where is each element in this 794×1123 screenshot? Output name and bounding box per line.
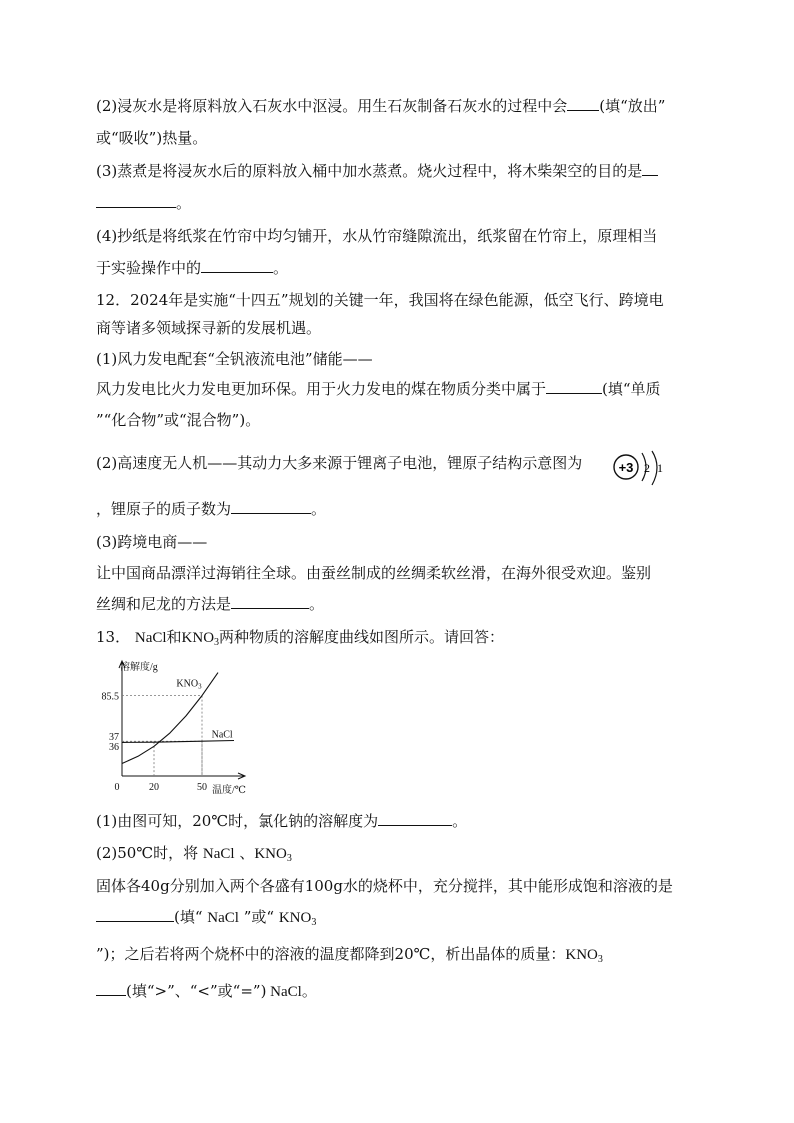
q12-part2-end: 。 (311, 500, 327, 518)
q12-part1-text-b: (填“单质 (602, 380, 661, 398)
x-tick-label: 0 (114, 782, 120, 793)
answer-blank[interactable] (201, 258, 273, 273)
answer-blank[interactable] (96, 193, 176, 208)
shell1-electrons: 2 (644, 461, 650, 475)
q13-part2-line3 (96, 907, 316, 928)
q13-part2-line5 (96, 981, 317, 1002)
q13-intro-text: 两种物质的溶解度曲线如图所示。请回答： (219, 628, 505, 646)
answer-blank[interactable] (567, 96, 599, 111)
kno3-series-label: $KNO_3$ (176, 678, 202, 691)
q12-part3-end: 。 (309, 595, 325, 613)
q11-part4-line1 (96, 226, 657, 246)
q11-part2-text: (2)浸灰水是将原料放入石灰水中沤浸。用生石灰制备石灰水的过程中会 (96, 97, 568, 115)
q13-part2-text: (2)50℃时，将 (96, 844, 203, 862)
q11-part2-line1 (96, 96, 665, 116)
nucleus-charge: +3 (618, 460, 634, 475)
q11-part3-text: (3)蒸煮是将浸灰水后的原料放入桶中加水蒸煮。烧火过程中，将木柴架空的目的是 (96, 162, 643, 180)
answer-blank[interactable] (378, 811, 452, 826)
q13-part2-text-e: ”)；之后若将两个烧杯中的溶液的温度都降到20℃，析出晶体的质量： (96, 945, 566, 963)
q12-part3-line2 (96, 594, 324, 614)
q13-part2-text-f: (填“>”、“<”或“=”) (126, 982, 267, 1000)
q13-part2-line2 (96, 876, 673, 896)
q13-part2-line1 (96, 843, 292, 864)
formula-subscript: 3 (214, 637, 220, 648)
q13-part2-text-b: 固体各40g分别加入两个各盛有100g水的烧杯中，充分搅拌，其中能形成饱和溶液的是 (96, 877, 673, 895)
q12-part1-title (96, 349, 373, 369)
q12-part1-title-text: (1)风力发电配套“全钒液流电池”储能—— (96, 350, 373, 368)
formula-kno3: KNO (181, 630, 215, 646)
q13-number: 13． (96, 628, 135, 646)
q12-part3-line1 (96, 563, 651, 583)
y-axis-label: 溶解度/g (120, 662, 158, 673)
shell2-electrons: 1 (657, 461, 663, 475)
q12-part2-text-b: ，锂原子的质子数为 (96, 500, 232, 518)
q12-part3-title-text: (3)跨境电商—— (96, 533, 208, 551)
q12-part1-text: 风力发电比火力发电更加环保。用于火力发电的煤在物质分类中属于 (96, 380, 547, 398)
q11-part2-text-b: (填“放出” (599, 97, 666, 115)
x-axis-label: 温度/℃ (212, 785, 246, 796)
q13-intro (96, 627, 504, 648)
q12-part1-text-c: ”“化合物”或“混合物”)。 (96, 411, 261, 429)
formula-subscript: 3 (597, 954, 603, 965)
q11-part4-text-b: 于实验操作中的 (96, 259, 202, 277)
q12-intro-line1 (96, 290, 664, 310)
y-tick-label: 37 (109, 732, 119, 744)
formula-nacl: NaCl (202, 846, 235, 862)
q13-part2-line4 (96, 944, 603, 965)
x-tick-label: 20 (149, 782, 159, 793)
formula-kno3: KNO (565, 947, 598, 963)
formula-subscript: 3 (311, 917, 317, 928)
q12-part3-text: 让中国商品漂洋过海销往全球。由蚕丝制成的丝绸柔软丝滑，在海外很受欢迎。鉴别 (96, 564, 652, 582)
q13-intro-and: 和 (166, 628, 182, 646)
q12-part3-text-b: 丝绸和尼龙的方法是 (96, 595, 232, 613)
answer-blank[interactable] (231, 499, 311, 514)
answer-blank[interactable] (546, 379, 602, 394)
y-tick-label: 36 (109, 742, 119, 754)
answer-blank[interactable] (96, 981, 126, 996)
q11-part3-line2 (96, 193, 191, 213)
q12-part1-line1 (96, 379, 661, 399)
q12-part2-text: (2)高速度无人机——其动力大多来源于锂离子电池，锂原子结构示意图为 (96, 454, 583, 472)
q11-part2-line2 (96, 128, 207, 148)
q13-part2-text-d: ”或“ (238, 908, 279, 926)
answer-blank[interactable] (642, 161, 658, 176)
answer-blank[interactable] (231, 594, 309, 609)
q11-part3-end: 。 (176, 194, 192, 212)
q12-part1-line2 (96, 410, 260, 430)
q11-part2-text-c: 或“吸收”)热量。 (96, 129, 208, 147)
q12-part3-title (96, 532, 207, 552)
formula-nacl: NaCl (134, 630, 167, 646)
q11-part4-end: 。 (273, 259, 289, 277)
q11-part3-line1 (96, 161, 658, 181)
q12-intro-text-b: 商等诸多领域探寻新的发展机遇。 (96, 319, 322, 337)
q12-intro-text: 12．2024年是实施“十四五”规划的关键一年，我国将在绿色能源，低空飞行、跨境电 (96, 291, 664, 309)
nacl-series-label: NaCl (211, 729, 233, 741)
q11-part4-line2 (96, 258, 288, 278)
formula-nacl: NaCl (266, 984, 302, 1000)
q13-part2-sep: 、 (234, 844, 255, 862)
y-tick-label: 85.5 (101, 691, 119, 703)
q13-part2-end: 。 (301, 982, 317, 1000)
kno3-curve (122, 673, 218, 764)
q12-intro-line2 (96, 318, 321, 338)
formula-nacl: NaCl (207, 910, 239, 926)
formula-kno3: KNO (278, 910, 312, 926)
q12-part2-line1 (96, 453, 582, 473)
q13-part1 (96, 811, 467, 831)
q13-part1-end: 。 (452, 812, 468, 830)
x-tick-label: 50 (197, 782, 207, 793)
q12-part2-line2 (96, 499, 326, 519)
q11-part4-text: (4)抄纸是将纸浆在竹帘中均匀铺开，水从竹帘缝隙流出，纸浆留在竹帘上，原理相当 (96, 227, 658, 245)
lithium-atom-structure-diagram (612, 450, 664, 488)
q13-part1-text: (1)由图可知，20℃时，氯化钠的溶解度为 (96, 812, 379, 830)
formula-kno3: KNO (254, 846, 287, 862)
answer-blank[interactable] (96, 907, 174, 922)
formula-subscript: 3 (286, 853, 292, 864)
solubility-curve-chart (101, 652, 254, 800)
q13-part2-text-c: (填“ (174, 908, 208, 926)
